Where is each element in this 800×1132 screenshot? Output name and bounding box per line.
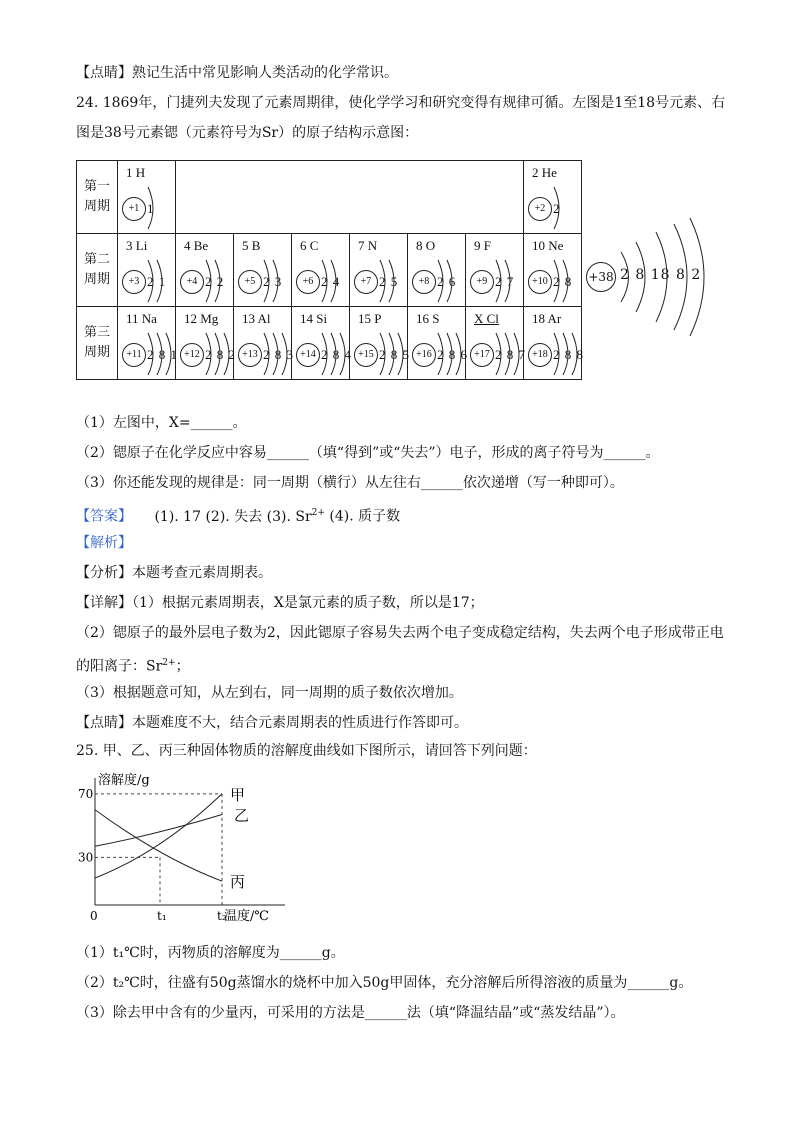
q24-question-1: （1）左图中，X=______。 (76, 415, 247, 431)
electron-shell-arcs (258, 254, 292, 304)
element-cell-Si: 14 Si +14 2 8 4 (292, 307, 350, 380)
strontium-nucleus: +38 (586, 262, 616, 292)
electron-shell-arcs (200, 254, 234, 304)
x-tick-t2: t₂ (217, 909, 227, 923)
x-tick-0: 0 (90, 909, 98, 923)
periodic-table (76, 160, 582, 380)
q25-intro: 25. 甲、乙、丙三种固体物质的溶解度曲线如下图所示，请回答下列问题： (76, 743, 537, 759)
y-axis-label: 溶解度/g (98, 773, 150, 788)
electron-shell-arcs (142, 254, 176, 304)
analysis-label: 【解析】 (76, 535, 132, 551)
q24-tip: 【点睛】本题难度不大，结合元素周期表的性质进行作答即可。 (76, 715, 468, 731)
electron-shell-arcs (432, 327, 466, 377)
x-tick-t1: t₁ (157, 909, 167, 923)
element-cell-H: 1 H +1 1 (118, 161, 176, 234)
electron-shell-arcs (316, 254, 350, 304)
detail-3: （3）根据题意可知，从左到右，同一周期的质子数依次增加。 (76, 685, 463, 701)
element-cell-B: 5 B +5 2 3 (234, 234, 292, 307)
x-axis-label: 温度/℃ (224, 909, 269, 924)
q25-question-2: （2）t₂℃时，往盛有50g蒸馏水的烧杯中加入50g甲固体，充分溶解后所得溶液的质量为______g。 (76, 975, 693, 991)
detail-2b: 的阳离子：$Sr^{2+}$； (76, 658, 190, 675)
element-cell-Ne: 10 Ne +10 2 8 (524, 234, 582, 307)
element-cell-Ar: 18 Ar +18 2 8 8 (524, 307, 582, 380)
electron-shell-arcs (548, 327, 582, 377)
element-cell-S: 16 S +16 2 8 6 (408, 307, 466, 380)
element-cell-C: 6 C +6 2 4 (292, 234, 350, 307)
detail-2a: （2）锶原子的最外层电子数为2，因此锶原子容易失去两个电子变成稳定结构，失去两个电子形成带正电 (76, 625, 724, 641)
series-line-0 (95, 794, 222, 878)
element-cell-Al: 13 Al +13 2 8 3 (234, 307, 292, 380)
electron-shell-arcs (548, 254, 582, 304)
period-2-label: 第二 周期 (77, 234, 118, 307)
electron-shell-arcs (142, 327, 176, 377)
electron-shell-arcs (316, 327, 350, 377)
element-cell-Be: 4 Be +4 2 2 (176, 234, 234, 307)
chart-series (95, 786, 249, 891)
q25-question-1: （1）t₁℃时，丙物质的溶解度为______g。 (76, 945, 345, 961)
analysis-summary: 【分析】本题考查元素周期表。 (76, 565, 272, 581)
element-cell-Li: 3 Li +3 2 1 (118, 234, 176, 307)
element-cell-Mg: 12 Mg +12 2 8 2 (176, 307, 234, 380)
q24-intro-line1: 24. 1869年，门捷列夫发现了元素周期律，使化学学习和研究变得有规律可循。左图是1至18号元素、右 (76, 95, 726, 111)
answer-label: 【答案】 (76, 508, 132, 525)
element-cell-X: X Cl +17 2 8 7 (466, 307, 524, 380)
q25-question-3: （3）除去甲中含有的少量丙，可采用的方法是______法（填“降温结晶”或“蒸发结晶”）。 (76, 1005, 625, 1021)
electron-shell-arcs (200, 327, 234, 377)
electron-shell-arcs (490, 254, 524, 304)
series-label-1: 乙 (234, 806, 250, 825)
solubility-chart (60, 770, 300, 930)
element-cell-P: 15 P +15 2 8 5 (350, 307, 408, 380)
y-tick-70: 70 (78, 786, 94, 801)
electron-shell-arcs (432, 254, 466, 304)
period-1-label: 第一 周期 (77, 161, 118, 234)
series-label-2: 丙 (230, 873, 246, 892)
detail-1: 【详解】（1）根据元素周期表，X是氯元素的质子数，所以是17； (76, 595, 484, 611)
electron-shell-arcs (606, 212, 716, 342)
previous-tip: 【点睛】熟记生活中常见影响人类活动的化学常识。 (76, 65, 398, 81)
series-line-1 (95, 815, 222, 847)
element-cell-He: 2 He +2 2 (524, 161, 582, 234)
element-cell-O: 8 O +8 2 6 (408, 234, 466, 307)
strontium-electron-shells: 2 8 18 8 2 (620, 267, 702, 283)
q24-intro-line2: 图是38号元素锶（元素符号为Sr）的原子结构示意图： (76, 125, 419, 141)
answer-sup: 2+ (311, 508, 325, 518)
answer-text-end: (4). 质子数 (324, 508, 401, 525)
electron-shell-arcs (374, 327, 408, 377)
element-cell-Na: 11 Na +11 2 8 1 (118, 307, 176, 380)
element-cell-N: 7 N +7 2 5 (350, 234, 408, 307)
electron-shell-arcs (374, 254, 408, 304)
q24-question-3: （3）你还能发现的规律是：同一周期（横行）从左往右______依次递增（写一种即可）。 (76, 475, 624, 491)
period-3-label: 第三 周期 (77, 307, 118, 380)
y-tick-30: 30 (78, 850, 94, 865)
electron-shell-arcs (258, 327, 292, 377)
series-label-0: 甲 (230, 785, 246, 804)
electron-shell-arcs (490, 327, 524, 377)
q24-question-2: （2）锶原子在化学反应中容易______（填“得到”或“失去”）电子，形成的离子符号为______。 (76, 445, 660, 461)
electron-shell-arcs (548, 181, 582, 231)
q24-answer (76, 503, 400, 527)
answer-text: (1). 17 (2). 失去 (3). Sr (154, 508, 312, 525)
element-cell-F: 9 F +9 2 7 (466, 234, 524, 307)
electron-shell-arcs (142, 181, 176, 231)
